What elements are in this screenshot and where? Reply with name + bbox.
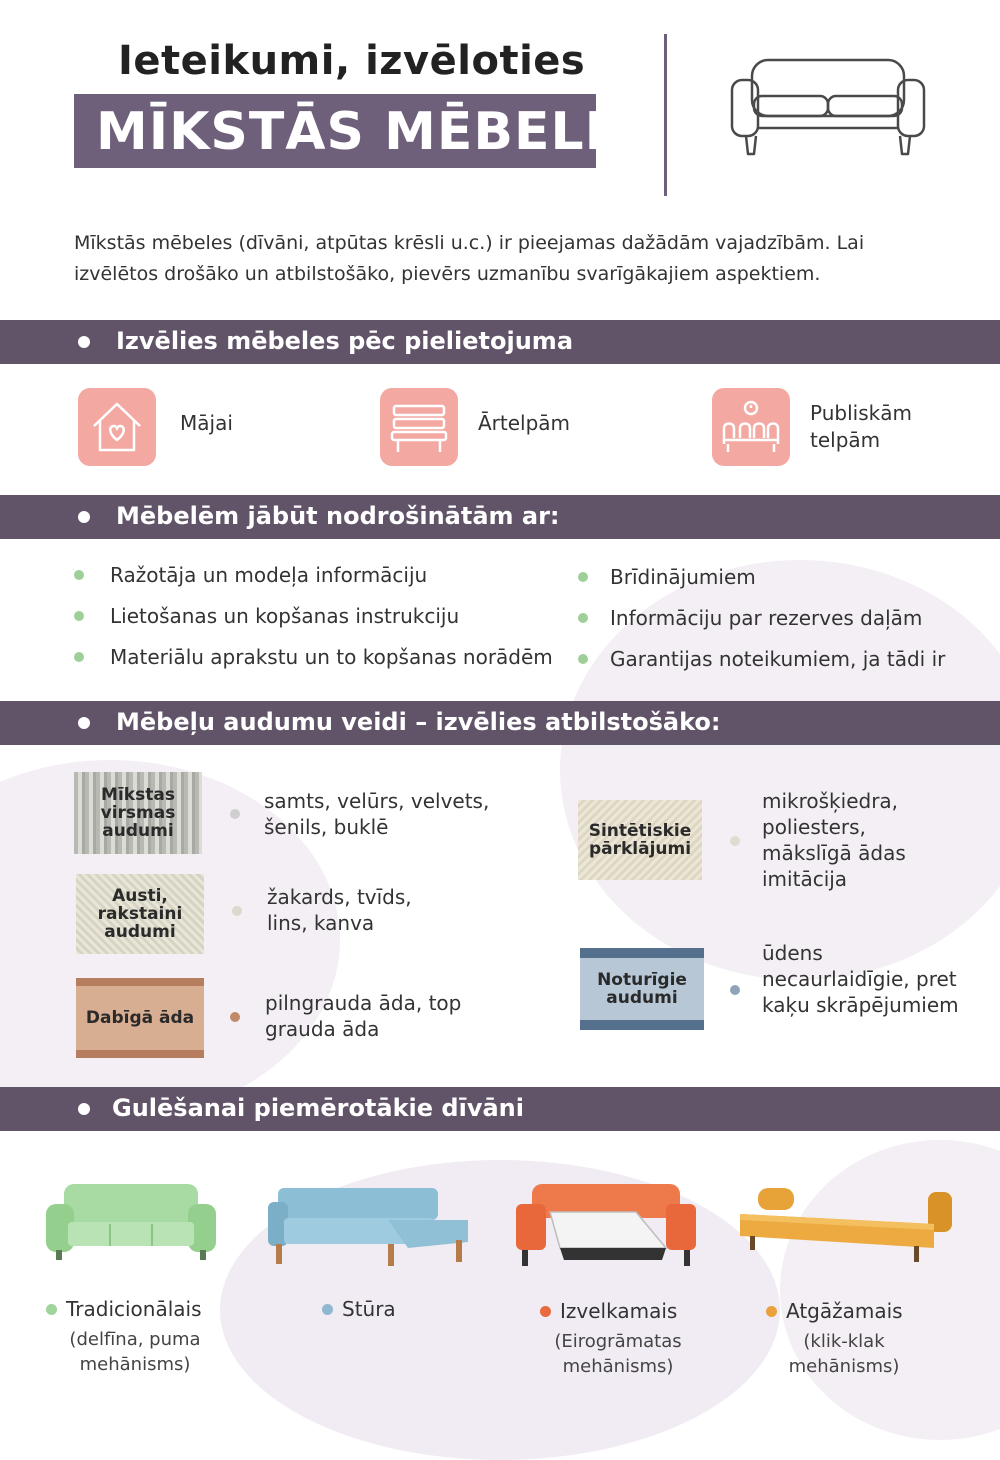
fabric-description: pilngrauda āda, top grauda āda [265,991,462,1041]
sofa-dot [322,1304,333,1315]
fabric-dot [730,985,740,995]
pullout-sofa-image [516,1182,698,1272]
fabric-swatch-label: Sintētiskie pārklājumi [588,821,692,859]
requirement-item: Ražotāja un modeļa informāciju [110,563,428,587]
section-title: Gulēšanai piemērotākie dīvāni [112,1094,524,1122]
bullet-dot [74,570,84,580]
bullet-dot [578,613,588,623]
requirement-item: Lietošanas un kopšanas instrukciju [110,604,460,628]
use-label-outdoor: Ārtelpām [478,411,571,435]
sofa-dot [46,1304,57,1315]
bullet-dot [74,652,84,662]
section-title: Izvēlies mēbeles pēc pielietojuma [116,327,574,355]
fabric-description: samts, velūrs, velvets, šenils, buklē [264,789,490,839]
sofa-dot [540,1306,551,1317]
fabric-swatch-woven [76,874,204,954]
fabric-swatch-label: Dabīgā āda [85,1008,195,1028]
house-heart-icon [78,388,156,466]
corner-sofa-image [268,1184,470,1270]
bench-icon [380,388,458,466]
use-label-public: Publiskām telpām [810,401,912,452]
page-title: MĪKSTĀS MĒBELES [96,102,660,162]
sofa-label: Izvelkamais [560,1299,678,1323]
requirement-item: Garantijas noteikumiem, ja tādi ir [610,647,946,671]
fabric-swatch-label: Noturīgie audumi [597,970,687,1008]
fabric-swatch-label: Austi, rakstaini audumi [97,886,183,942]
fabric-dot [230,1012,240,1022]
sofa-label: Atgāžamais [786,1299,903,1323]
bullet-dot [74,611,84,621]
section-bullet [78,511,90,523]
section-title: Mēbelēm jābūt nodrošinātām ar: [116,502,560,530]
fabric-dot [230,809,240,819]
fabric-swatch-synthetic [578,800,702,880]
fabric-dot [730,836,740,846]
section-bullet [78,1103,90,1115]
section-bullet [78,336,90,348]
sofa-dot [766,1306,777,1317]
sofa-sublabel: (delfīna, puma mehānisms) [69,1329,201,1375]
intro-text: Mīkstās mēbeles (dīvāni, atpūtas krēsli u.c.) ir pieejamas dažādām vajadzībām. Lai izvēlētos drošāko un atbilstošāko, pievērs uzmanību svarīgākajiem aspektiem. [74,232,865,285]
fabric-swatch-label: Mīkstas virsmas audumi [100,785,176,841]
sofa-sublabel: (Eirogrāmatas mehānisms) [554,1331,682,1377]
title-line-1: Ieteikumi, izvēloties [118,38,586,84]
fabric-description: ūdens necaurlaidīgie, pret kaķu skrāpējumiem [762,941,959,1017]
requirement-item: Informāciju par rezerves daļām [610,606,923,630]
fabric-swatch-soft [74,772,202,854]
section-title: Mēbeļu audumu veidi – izvēlies atbilstošāko: [116,708,721,736]
section-header-use [0,320,1000,364]
header-divider [664,34,667,196]
clickclack-sofa-image [738,1184,954,1270]
traditional-sofa-image [46,1180,216,1262]
section-header-fabrics [0,701,1000,745]
bullet-dot [578,572,588,582]
fabric-swatch-leather [76,978,204,1058]
sofa-label: Tradicionālais [66,1297,202,1321]
bullet-dot [578,654,588,664]
fabric-description: žakards, tvīds, lins, kanva [267,885,412,935]
requirement-item: Brīdinājumiem [610,565,756,589]
section-bullet [78,717,90,729]
sofa-label: Stūra [342,1297,396,1321]
sofa-outline-icon [728,54,928,160]
requirement-item: Materiālu aprakstu un to kopšanas norādēm [110,645,553,669]
section-header-sleeping [0,1087,1000,1131]
fabric-swatch-durable [580,948,704,1030]
use-label-home: Mājai [180,411,233,435]
waiting-seats-icon [712,388,790,466]
fabric-dot [232,906,242,916]
section-header-requirements [0,495,1000,539]
fabric-description: mikrošķiedra, poliesters, mākslīgā ādas imitācija [762,789,906,891]
sofa-sublabel: (klik-klak mehānisms) [788,1331,900,1377]
